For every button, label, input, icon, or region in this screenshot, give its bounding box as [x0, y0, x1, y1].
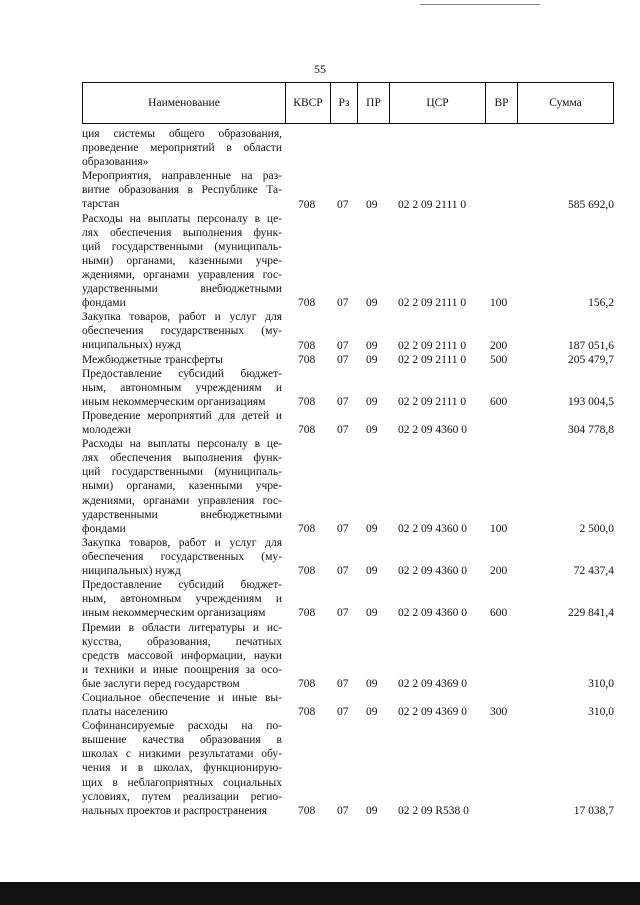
- row-csr: 02 2 09 4369 0: [398, 678, 467, 690]
- row-csr: 02 2 09 R538 0: [398, 804, 469, 817]
- table-row: [0, 212, 640, 311]
- row-rz: 07: [337, 297, 349, 310]
- table-header: [82, 82, 614, 124]
- table-row: [0, 578, 640, 620]
- header-name: Наименование: [148, 97, 220, 109]
- row-name-line: ными) органами, казенными учре-: [82, 480, 282, 493]
- row-name-line: ниципальных) нужд: [82, 339, 181, 352]
- row-name-line: ниципальных) нужд: [82, 565, 181, 578]
- row-rz: 07: [337, 565, 349, 578]
- row-name-line: фондами: [82, 522, 126, 535]
- row-rz: 07: [337, 353, 349, 366]
- row-sum: 193 004,5: [568, 395, 614, 408]
- row-name-line: лях обеспечения выполнения функ-: [82, 226, 282, 239]
- row-csr: 02 2 09 2111 0: [398, 353, 467, 366]
- row-kvsr: 708: [298, 424, 316, 437]
- row-vr: 200: [490, 565, 508, 578]
- row-name-line: лях обеспечения выполнения функ-: [82, 452, 282, 465]
- row-name-line: Межбюджетные трансферты: [82, 353, 223, 366]
- row-name-line: нальных проектов и распространения: [82, 804, 268, 817]
- row-pr: 09: [366, 565, 378, 578]
- row-kvsr: 708: [298, 198, 316, 211]
- row-name-line: молодежи: [82, 424, 132, 437]
- row-name: [82, 409, 282, 437]
- row-rz: 07: [337, 706, 349, 719]
- row-kvsr: 708: [298, 395, 316, 408]
- row-sum: 2 500,0: [579, 522, 614, 535]
- row-name-line: ций государственными (муниципаль-: [82, 240, 282, 253]
- row-vr: 600: [490, 607, 508, 620]
- row-name-line: и техники и иные поощрения за осо-: [82, 663, 282, 676]
- row-csr: 02 2 09 4360 0: [398, 565, 467, 578]
- table-row: [0, 367, 640, 409]
- row-name-line: школах с низкими результатами обу-: [82, 748, 282, 761]
- row-pr: 09: [366, 706, 378, 719]
- row-name-line: иным некоммерческим организациям: [82, 607, 266, 620]
- row-name-line: кусства, образования, печатных: [82, 635, 282, 648]
- row-kvsr: 708: [298, 607, 316, 620]
- row-csr: 02 2 09 2111 0: [398, 297, 467, 310]
- row-name-line: средств массовой информации, науки: [82, 649, 282, 662]
- row-name-line: витие образования в Республике Та-: [82, 184, 282, 197]
- row-name-line: проведение мероприятий в области: [82, 142, 282, 155]
- table-row: [0, 127, 640, 169]
- row-kvsr: 708: [298, 339, 316, 352]
- row-name-line: обеспечения государственных (му-: [82, 325, 282, 338]
- row-pr: 09: [366, 339, 378, 352]
- row-pr: 09: [366, 804, 378, 817]
- row-vr: 500: [490, 353, 508, 366]
- row-name-line: Мероприятия, направленные на раз-: [82, 170, 282, 183]
- row-pr: 09: [366, 353, 378, 366]
- row-name: [82, 437, 282, 536]
- row-name-line: образования»: [82, 156, 149, 169]
- table-row: [0, 310, 640, 352]
- row-pr: 09: [366, 522, 378, 535]
- row-csr: 02 2 09 4369 0: [398, 706, 467, 719]
- row-name-line: ударственными внебюджетными: [82, 508, 282, 521]
- row-csr: 02 2 09 4360 0: [398, 607, 467, 620]
- row-name-line: Софинансируемые расходы на по-: [82, 720, 282, 733]
- table-row: [0, 536, 640, 578]
- page-number: 55: [314, 62, 326, 76]
- row-pr: 09: [366, 297, 378, 310]
- row-sum: 187 051,6: [568, 339, 614, 352]
- header-sum: Сумма: [517, 83, 613, 123]
- row-name-line: Расходы на выплаты персоналу в це-: [82, 212, 282, 225]
- row-name-line: щих в неблагоприятных социальных: [82, 776, 282, 789]
- row-name: [82, 578, 282, 620]
- row-sum: 72 437,4: [573, 565, 614, 578]
- table-row: [0, 691, 640, 719]
- row-pr: 09: [366, 395, 378, 408]
- row-name-line: ция системы общего образования,: [82, 128, 282, 140]
- row-name-line: иным некоммерческим организациям: [82, 395, 266, 408]
- row-name-line: Премии в области литературы и ис-: [82, 621, 282, 634]
- row-vr: 300: [490, 706, 508, 719]
- row-pr: 09: [366, 198, 378, 211]
- row-rz: 07: [337, 522, 349, 535]
- row-name-line: ждениями, органами управления гос-: [82, 494, 282, 507]
- row-name-line: чения и в школах, функционирую-: [82, 762, 282, 775]
- row-kvsr: 708: [298, 565, 316, 578]
- row-name-line: ным, автономным учреждениям и: [82, 593, 282, 606]
- row-rz: 07: [337, 424, 349, 437]
- row-kvsr: 708: [298, 297, 316, 310]
- row-kvsr: 708: [298, 706, 316, 719]
- row-sum: 310,0: [588, 706, 614, 719]
- row-name: [82, 367, 282, 409]
- header-kvsr: КВСР: [285, 83, 330, 123]
- row-name: [82, 212, 282, 311]
- header-csr: ЦСР: [389, 83, 485, 123]
- row-rz: 07: [337, 395, 349, 408]
- row-kvsr: 708: [298, 522, 316, 535]
- row-vr: 200: [490, 339, 508, 352]
- row-name: [82, 169, 282, 211]
- row-name-line: ждениями, органами управления гос-: [82, 268, 282, 281]
- row-vr: 100: [490, 522, 508, 535]
- row-pr: 09: [366, 424, 378, 437]
- table-row: [0, 169, 640, 211]
- row-pr: 09: [366, 607, 378, 620]
- row-name-line: ным, автономным учреждениям и: [82, 381, 282, 394]
- row-name-line: ными) органами, казенными учре-: [82, 254, 282, 267]
- row-kvsr: 708: [298, 678, 316, 690]
- row-sum: 310,0: [588, 678, 614, 690]
- row-name-line: Социальное обеспечение и иные вы-: [82, 692, 282, 704]
- row-sum: 156,2: [588, 297, 614, 310]
- row-name-line: Предоставление субсидий бюджет-: [82, 367, 282, 380]
- header-vr: ВР: [485, 83, 517, 123]
- row-rz: 07: [337, 804, 349, 817]
- table-row: [0, 437, 640, 536]
- row-csr: 02 2 09 4360 0: [398, 424, 467, 437]
- row-rz: 07: [337, 198, 349, 211]
- row-name-line: ударственными внебюджетными: [82, 283, 282, 296]
- table-row: [0, 621, 640, 692]
- row-rz: 07: [337, 678, 349, 690]
- table-row: [0, 409, 640, 437]
- row-name-line: вышение качества образования в: [82, 734, 282, 747]
- row-sum: 304 778,8: [568, 424, 614, 437]
- row-sum: 17 038,7: [573, 804, 614, 817]
- row-csr: 02 2 09 4360 0: [398, 522, 467, 535]
- row-name-line: условиях, путем реализации регио-: [82, 790, 282, 803]
- row-name-line: Расходы на выплаты персоналу в це-: [82, 438, 282, 451]
- row-name-line: бые заслуги перед государством: [82, 677, 240, 690]
- row-vr: 100: [490, 297, 508, 310]
- row-name: [82, 310, 282, 352]
- row-kvsr: 708: [298, 353, 316, 366]
- row-name-line: ций государственными (муниципаль-: [82, 466, 282, 479]
- table-row: [0, 719, 640, 818]
- row-name: [82, 127, 282, 169]
- scan-bottom-edge: [0, 882, 640, 905]
- row-csr: 02 2 09 2111 0: [398, 395, 467, 408]
- row-csr: 02 2 09 2111 0: [398, 339, 467, 352]
- row-name-line: Проведение мероприятий для детей и: [82, 410, 282, 422]
- row-pr: 09: [366, 678, 378, 690]
- row-name-line: фондами: [82, 297, 126, 310]
- row-name: [82, 691, 282, 719]
- row-name: [82, 536, 282, 578]
- row-name: [82, 719, 282, 818]
- header-pr: ПР: [357, 83, 389, 123]
- table-row: [0, 353, 640, 367]
- row-rz: 07: [337, 607, 349, 620]
- row-name: [82, 621, 282, 691]
- row-name-line: Предоставление субсидий бюджет-: [82, 579, 282, 592]
- row-sum: 229 841,4: [568, 607, 614, 620]
- row-kvsr: 708: [298, 804, 316, 817]
- row-name-line: Закупка товаров, работ и услуг для: [82, 311, 282, 324]
- row-csr: 02 2 09 2111 0: [398, 198, 467, 211]
- row-name-line: Закупка товаров, работ и услуг для: [82, 536, 282, 549]
- row-rz: 07: [337, 339, 349, 352]
- row-sum: 585 692,0: [568, 198, 614, 211]
- scan-artifact-line: [420, 4, 540, 5]
- row-name: [82, 353, 282, 367]
- row-name-line: обеспечения государственных (му-: [82, 550, 282, 563]
- row-name-line: тарстан: [82, 198, 120, 211]
- header-rz: Рз: [330, 83, 357, 123]
- row-sum: 205 479,7: [568, 353, 614, 366]
- row-vr: 600: [490, 395, 508, 408]
- row-name-line: платы населению: [82, 706, 168, 719]
